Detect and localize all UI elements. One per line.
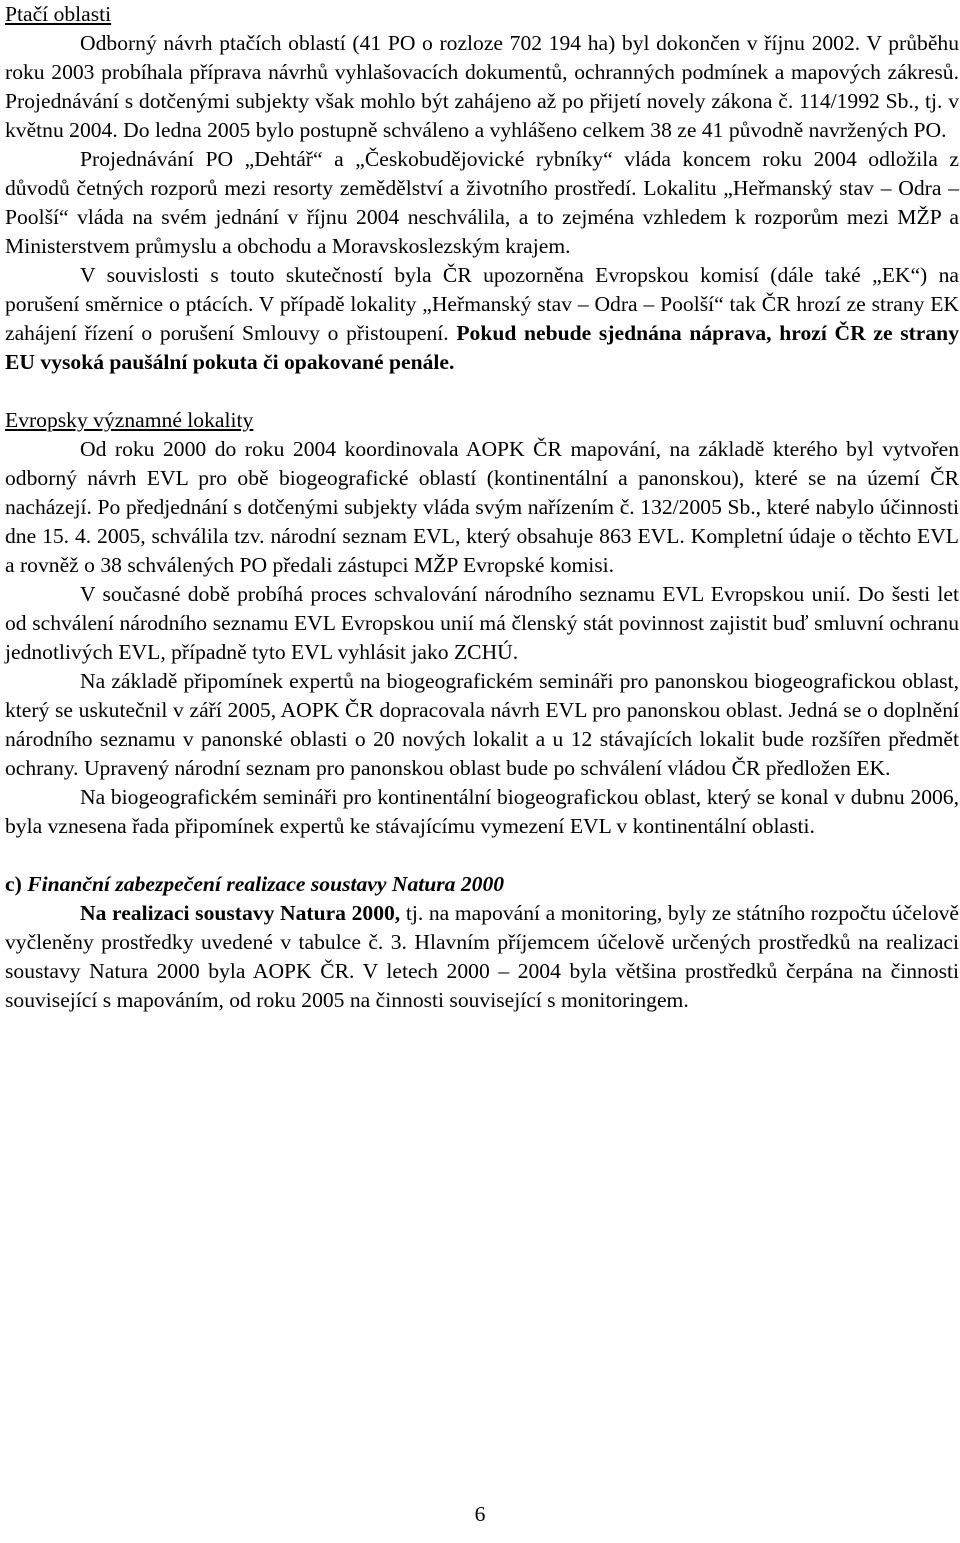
paragraph-evl-2: V současné době probíhá proces schvalování národního seznamu EVL Evropskou unií. Do šesti let od schválení národního seznamu EVL Evropskou unií má členský stát povinnost zajistit buď smluvní ochranu jednotlivých EVL, případně tyto EVL vyhlásit jako ZCHÚ. [5, 582, 959, 664]
section-spacer [5, 377, 959, 406]
paragraph-bird-areas-3 [5, 261, 959, 377]
paragraph-bird-areas-1: Odborný návrh ptačích oblastí (41 PO o rozloze 702 194 ha) byl dokončen v říjnu 2002. V průběhu roku 2003 probíhala příprava návrhů vyhlašovacích dokumentů, ochranných podmínek a mapových zákresů. Projednávání s dotčenými subjekty však mohlo být zahájeno až po přijetí novely zákona č. 114/1992 Sb., tj. v květnu 2004. Do ledna 2005 bylo postupně schváleno a vyhlášeno celkem 38 ze 41 původně navržených PO. [5, 31, 959, 142]
heading-evl: Evropsky významné lokality [5, 408, 254, 432]
paragraph-evl-3: Na základě připomínek expertů na biogeografickém semináři pro panonskou biogeografickou oblast, který se uskutečnil v září 2005, AOPK ČR dopracovala návrh EVL pro panonskou oblast. Jedná se o doplnění národního seznamu v panonské oblasti o 20 nových lokalit a u 12 stávajících lokalit bude rozšířen předmět ochrany. Upravený národní seznam pro panonskou oblast bude po schválení vládou ČR předložen EK. [5, 669, 959, 780]
paragraph-financing-1 [5, 899, 959, 1015]
paragraph-financing-1-text: tj. na mapování a monitoring, byly ze státního rozpočtu účelově vyčleněny prostředky uvedené v tabulce č. 3. Hlavním příjemcem účelově určených prostředků na realizaci soustavy Natura 2000 byla AOPK ČR. V letech 2000 – 2004 byla většina prostředků čerpána na činnosti související s mapováním, od roku 2005 na činnosti související s monitoringem. [5, 901, 959, 1012]
section-spacer [5, 841, 959, 870]
page-number: 6 [474, 1502, 486, 1526]
heading-financing-prefix: c) [5, 872, 28, 896]
paragraph-financing-1-bold: Na realizaci soustavy Natura 2000, [80, 901, 401, 925]
heading-bird-areas: Ptačí oblasti [5, 2, 112, 26]
paragraph-evl-1: Od roku 2000 do roku 2004 koordinovala AOPK ČR mapování, na základě kterého byl vytvořen odborný návrh EVL pro obě biogeografické oblastí (kontinentální a panonskou), které se na území ČR nacházejí. Po předjednání s dotčenými subjekty vláda svým nařízením č. 132/2005 Sb., které nabylo účinnosti dne 15. 4. 2005, schválila tzv. národní seznam EVL, který obsahuje 863 EVL. Kompletní údaje o těchto EVL a rovněž o 38 schválených PO předali zástupci MŽP Evropské komisi. [5, 437, 959, 577]
paragraph-bird-areas-2: Projednávání PO „Dehtář“ a „Českobudějovické rybníky“ vláda koncem roku 2004 odložila z důvodů četných rozporů mezi resorty zemědělství a životního prostředí. Lokalitu „Heřmanský stav – Odra – Poolší“ vláda na svém jednání v říjnu 2004 neschválila, a to zejména vzhledem k rozporům mezi MŽP a Ministerstvem průmyslu a obchodu a Moravskoslezským krajem. [5, 147, 959, 258]
paragraph-bird-areas-3-bold: Pokud nebude sjednána náprava, hrozí ČR ze strany EU vysoká paušální pokuta či opakované penále. [5, 321, 959, 374]
document-body [5, 0, 959, 1015]
paragraph-bird-areas-3-text: V souvislosti s touto skutečností byla ČR upozorněna Evropskou komisí (dále také „EK“) na porušení směrnice o ptácích. V případě lokality „Heřmanský stav – Odra – Poolší“ tak ČR hrozí ze strany EK zahájení řízení o porušení Smlouvy o přistoupení. [5, 263, 959, 345]
heading-financing [5, 870, 959, 899]
heading-financing-title: Finanční zabezpečení realizace soustavy Natura 2000 [27, 872, 505, 896]
paragraph-evl-4: Na biogeografickém semináři pro kontinentální biogeografickou oblast, který se konal v dubnu 2006, byla vznesena řada připomínek expertů ke stávajícímu vymezení EVL v kontinentální oblasti. [5, 785, 959, 838]
